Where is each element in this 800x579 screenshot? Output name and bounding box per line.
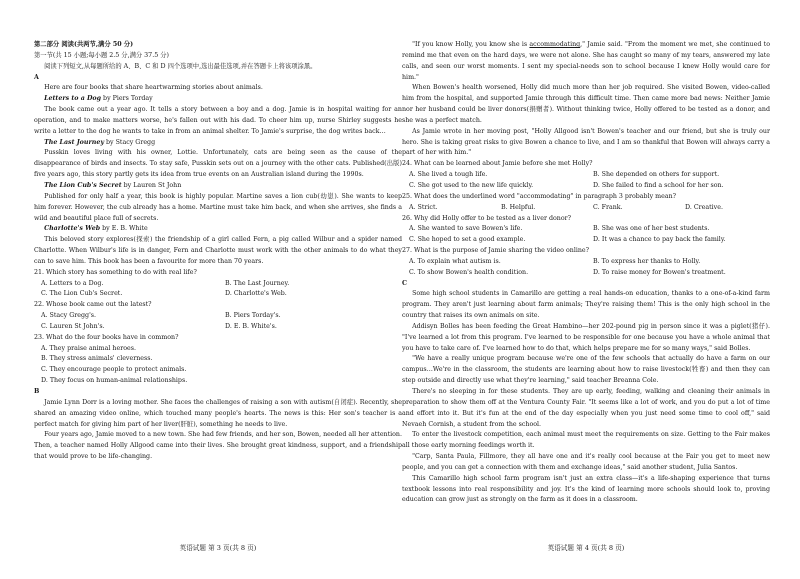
options-26-row-2 — [402, 235, 770, 246]
book-heading-1 — [34, 94, 402, 105]
passage-letter-b: B — [34, 388, 40, 395]
option-21-c: C. The Lion Cub's Secret. — [41, 290, 123, 298]
para-3-start: "If you know Holly, you know she is — [412, 41, 530, 48]
option-21-b: B. The Last Journey. — [225, 279, 290, 287]
option-21-a: A. Letters to a Dog. — [41, 279, 104, 287]
passage-letter-c: C — [402, 279, 408, 287]
para-3-rest: ," Jamie said. "From the moment we met, she continued to remind me that even on the hard days, we were not alone. She has caught so many of my tears, answered my late calls, and seen our worst moments. I sent my special-needs son to school because I knew Holly would care for him." — [402, 41, 770, 81]
options-27-row-2 — [402, 268, 770, 279]
passage-c-para-7: This Camarillo high school farm program isn't just an extra class—it's a life-shaping experience that turns textbook lessons into real responsibility and joy. It's the kind of learning more schools should look to, proving education can grow just as strongly on the farm as it does in a classroom. — [402, 474, 770, 504]
option-22-d: D. E. B. White's. — [225, 322, 277, 330]
book-author-1: by Piers Torday — [101, 95, 153, 103]
option-27-b: B. To express her thanks to Holly. — [593, 257, 701, 265]
passage-b-para-3 — [402, 40, 770, 83]
passage-c-para-3: "We have a really unique program because we're one of the few schools that actually do have a farm on our campus…We're in the classroom, the students are learning about how to raise livestock(牲畜) and then they can step outside and directly use what they're learning," said teacher Breanna Cole. — [402, 355, 770, 385]
passage-b-para-1: Jamie Lynn Dorr is a loving mother. She faces the challenges of raising a son with autism(自闭症). Recently, she shared an amazing video online, which touched many people's hearts. The news is this: Her son's teacher is a perfect match for giving him part of her liver(肝脏), something he needs to live. — [34, 398, 402, 428]
option-26-b: B. She was one of her best students. — [593, 225, 710, 233]
question-22: 22. Whose book came out the latest? — [34, 301, 152, 309]
options-24-row-2 — [402, 181, 770, 192]
option-26-d: D. It was a chance to pay back the family. — [593, 236, 726, 244]
options-22-row-2 — [34, 322, 402, 333]
options-27-row-1 — [402, 257, 770, 268]
passage-b-para-2: Four years ago, Jamie moved to a new town. She had few friends, and her son, Bowen, needed all her attention. Then, a teacher named Holly Allgood came into their lives. She brought great kindness, support, and a friendship that would prove to be life-changing. — [34, 431, 402, 461]
page-4-footer: 英语试题 第 4 页(共 8 页) — [547, 544, 625, 552]
page-4 — [402, 40, 770, 506]
page-3 — [34, 40, 402, 463]
book-text-1: The book came out a year ago. It tells a story between a boy and a dog. Jamie is in hospital waiting for an operation, and to make matters worse, he's fallen out with his dad. To cheer him up, nurse Shirley suggests he write a letter to the dog he wants to take in from an animal shelter. To Jamie's surprise, the dog writes back… — [34, 106, 402, 135]
book-author-3: by Lauren St John — [121, 181, 182, 189]
passage-a-intro: Here are four books that share heartwarming stories about animals. — [44, 84, 263, 92]
option-24-c: C. She got used to the new life quickly. — [409, 181, 534, 189]
question-23: 23. What do the four books have in common? — [34, 333, 179, 341]
book-title-4: Charlotte's Web — [44, 225, 101, 233]
options-21-row-2 — [34, 289, 402, 300]
passage-c-para-6: "Carp, Santa Paula, Fillmore, they all have one and it's really cool because at the Fair you get to meet new people, and you can get a connection with them and exchange ideas," said another student, Julia Santos. — [402, 453, 770, 471]
book-heading-3 — [34, 181, 402, 192]
book-author-2: by Stacy Gregg — [104, 138, 156, 146]
question-24: 24. What can be learned about Jamie before she met Holly? — [402, 160, 593, 168]
option-24-a: A. She lived a tough life. — [409, 171, 488, 179]
option-23-a: A. They praise animal heroes. — [41, 344, 136, 352]
option-23-c: C. They encourage people to protect animals. — [41, 366, 187, 374]
option-27-c: C. To show Bowen's health condition. — [409, 268, 529, 276]
option-22-c: C. Lauren St John's. — [41, 322, 105, 330]
underlined-word: accommodating — [529, 41, 581, 48]
option-25-c: C. Frank. — [593, 203, 623, 211]
part-title: 第二部分 阅读(共两节,满分 50 分) — [34, 41, 134, 48]
option-25-d: D. Creative. — [685, 203, 723, 211]
passage-c-para-5: To enter the livestock competition, each animal must meet the requirements on size. Getting to the Fair makes all those early morning feedings worth it. — [402, 431, 770, 450]
option-24-b: B. She depended on others for support. — [593, 171, 720, 179]
question-21: 21. Which story has something to do with real life? — [34, 268, 197, 276]
option-27-a: A. To explain what autism is. — [409, 257, 501, 265]
option-24-d: D. She failed to find a school for her son. — [593, 181, 724, 189]
book-title-2: The Last Journey — [44, 138, 105, 146]
option-25-a: A. Strict. — [409, 203, 438, 211]
instruction: 阅读下列短文,从每题所给的 A、B、C 和 D 四个选项中,选出最佳选项,并在答题卡上将该项涂黑。 — [44, 62, 317, 70]
book-text-3: Published for only half a year, this book is highly popular. Martine saves a lion cub(幼崽). She wants to keep him forever. However, the cub already has a home. Martine must take him back, and when she arrives, she finds a wild and beautiful place full of secrets. — [34, 192, 402, 222]
question-26: 26. Why did Holly offer to be tested as a liver donor? — [402, 214, 572, 222]
book-author-4: by E. B. White — [100, 225, 148, 233]
option-25-b: B. Helpful. — [501, 203, 536, 211]
section-info: 第一节(共 15 小题;每小题 2.5 分,满分 37.5 分) — [34, 51, 169, 59]
book-text-4: This beloved story explores(探索) the friendship of a girl called Fern, a pig called Wilbur and a spider named Charlotte. When Wilbur's life is in danger, Fern and Charlotte must work with the other animals to do what they can to save him. This book has been a favourite for more than 70 years. — [34, 236, 402, 265]
passage-c-para-2: Addisyn Bolles has been feeding the Great Hambino—her 202-pound pig in person since it was a piglet(猪仔). "I've learned a lot from this program. I've learned to be responsible for one because you have a whole animal that you have to take care of. I've learned how to do that, which helps prepare me for so many ways," said Bolles. — [402, 322, 770, 352]
question-27: 27. What is the purpose of Jamie sharing the video online? — [402, 247, 590, 255]
options-22-row-1 — [34, 311, 402, 322]
option-21-d: D. Charlotte's Web. — [225, 290, 287, 298]
passage-b-para-5: As Jamie wrote in her moving post, "Holly Allgood isn't Bowen's teacher and our friend, but she is truly our hero. She is taking great risks to give Bowen a chance to live, and I am so thankful that Bowen will always carry a part of her with him." — [402, 127, 770, 157]
book-text-2: Pusskin loves living with his owner, Lottie. Unfortunately, cats are being seen as the cause of the disappearance of birds and insects. To stay safe, Pusskin sets out on a journey with the other cats. Published(出版) five years ago, this story partly gets its idea from true events on an Australian island during the 1990s. — [34, 149, 402, 179]
option-26-a: A. She wanted to save Bowen's life. — [409, 225, 523, 233]
book-heading-4 — [34, 224, 402, 235]
passage-c-para-1: Some high school students in Camarillo are getting a real hands-on education, thanks to a one-of-a-kind farm program. They aren't just learning about farm animals; They're raising them! This is the only high school in the country that raises its own animals on site. — [402, 290, 770, 320]
option-27-d: D. To raise money for Bowen's treatment. — [593, 268, 726, 276]
passage-b-para-4: When Bowen's health worsened, Holly did much more than her job required. She visited Bowen, video-called him from the hospital, and supported Jamie through this difficult time. Then came more bad news: Neither Jamie nor her husband could be liver donors(捐赠者). Without thinking twice, Holly offered to be tested as a donor, and she was a perfect match. — [402, 84, 770, 124]
option-22-b: B. Piers Torday's. — [225, 312, 281, 320]
options-24-row-1 — [402, 170, 770, 181]
page-3-footer: 英语试题 第 3 页(共 8 页) — [179, 544, 257, 552]
option-23-d: D. They focus on human-animal relationships. — [41, 377, 188, 385]
option-22-a: A. Stacy Gregg's. — [41, 312, 97, 320]
options-25-row — [402, 203, 770, 214]
options-21-row-1 — [34, 279, 402, 290]
passage-c-para-4: There's no sleeping in for these students. They are up early, feeding, walking and cleaning their animals in preparation to show them off at the Ventura County Fair. "It seems like a lot of work, and you do put a lot of time and effort into it. But it's fun at the end of the day especially when you just need some time to cool off," said Nevaeh Cornish, a student from the school. — [402, 388, 770, 428]
question-25: 25. What does the underlined word "accommodating" in paragraph 3 probably mean? — [402, 192, 677, 200]
book-title-1: Letters to a Dog — [44, 95, 102, 103]
passage-letter-a: A — [34, 73, 39, 81]
book-title-3: The Lion Cub's Secret — [44, 181, 122, 189]
option-26-c: C. She hoped to set a good example. — [409, 236, 526, 244]
book-heading-2 — [34, 138, 402, 149]
options-26-row-1 — [402, 224, 770, 235]
option-23-b: B. They stress animals' cleverness. — [41, 355, 153, 363]
